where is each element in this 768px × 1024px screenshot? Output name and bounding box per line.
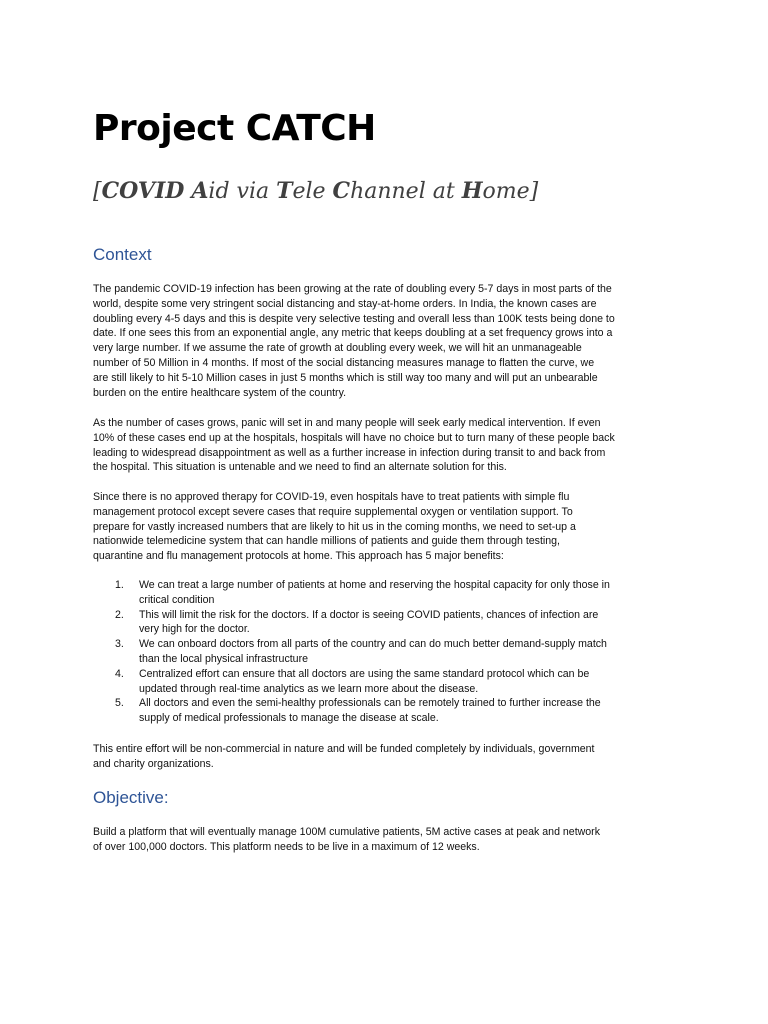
- subtitle-close-bracket: ]: [529, 179, 539, 204]
- text-line: prepare for vastly increased numbers that are likely to hit us in the coming months, we need to set-up a: [93, 520, 576, 533]
- list-item: [93, 667, 683, 697]
- subtitle-fragment: ome: [482, 179, 530, 204]
- text-line: This entire effort will be non-commercial in nature and will be funded completely by individuals, government: [93, 743, 595, 755]
- subtitle-fragment: ele: [292, 179, 333, 204]
- objective-paragraph: [93, 825, 678, 855]
- text-line: world, despite some very stringent social distancing and stay-at-home orders. In India, the known cases are: [93, 297, 597, 310]
- list-item: [93, 696, 683, 726]
- benefits-list: [93, 578, 683, 726]
- text-line: number of 50 Million in 4 months. If most of the social distancing measures manage to flatten the curve, we: [93, 356, 595, 369]
- list-item-line: We can onboard doctors from all parts of the country and can do much better demand-supply match: [139, 638, 607, 651]
- list-item-line: critical condition: [139, 593, 215, 606]
- text-line: leading to widespread disappointment as well as a further increase in infection during transit to and back from: [93, 446, 606, 459]
- text-line: are still likely to hit 5-10 Million cases in just 5 months which is still way too many and will put an unbearable: [93, 371, 598, 384]
- list-item: [93, 608, 683, 638]
- text-line: 10% of these cases end up at the hospitals, hospitals will have no choice but to turn many of these people back: [93, 431, 615, 444]
- document-title: Project CATCH: [93, 108, 376, 149]
- subtitle-open-bracket: [: [93, 179, 102, 204]
- text-line: As the number of cases grows, panic will set in and many people will seek early medical intervention. If even: [93, 417, 601, 429]
- text-line: very large number. If we assume the rate of growth at doubling every week, we will hit an unmanageable: [93, 342, 582, 355]
- list-item: [93, 578, 683, 608]
- list-item-line: This will limit the risk for the doctors. If a doctor is seeing COVID patients, chances of infection are: [139, 608, 599, 621]
- subtitle-initial: H: [461, 178, 483, 204]
- context-paragraph-2: [93, 416, 678, 475]
- text-line: The pandemic COVID-19 infection has been growing at the rate of doubling every 5-7 days in most parts of the: [93, 283, 612, 295]
- subtitle-initial: COVID: [101, 178, 185, 204]
- list-item: [93, 637, 683, 667]
- context-heading: Context: [93, 245, 152, 264]
- list-item-line: updated through real-time analytics as we learn more about the disease.: [139, 682, 479, 695]
- text-line: Since there is no approved therapy for COVID-19, even hospitals have to treat patients with simple flu: [93, 491, 570, 503]
- text-line: doubling every 4-5 days and this is despite very selective testing and overall less than 100K tests being done to: [93, 312, 615, 325]
- list-item-line: very high for the doctor.: [139, 623, 250, 636]
- subtitle-text: [102, 179, 530, 204]
- list-item-line: Centralized effort can ensure that all doctors are using the same standard protocol which can be: [139, 667, 590, 680]
- list-item-number: 3.: [115, 638, 124, 651]
- text-line: nationwide telemedicine system that can handle millions of patients and guide them through testing,: [93, 535, 560, 548]
- list-item-line: supply of medical professionals to manage the disease at scale.: [139, 712, 439, 725]
- list-item-line: We can treat a large number of patients at home and reserving the hospital capacity for only those in: [139, 579, 610, 591]
- context-paragraph-3: [93, 490, 678, 564]
- context-paragraph-1: [93, 282, 678, 400]
- list-item-line: All doctors and even the semi-healthy professionals can be remotely trained to further increase the: [139, 697, 601, 710]
- context-paragraph-4: [93, 742, 678, 772]
- list-item-number: 2.: [115, 608, 124, 621]
- text-line: management protocol except severe cases that require supplemental oxygen or ventilation support. To: [93, 505, 573, 518]
- document-subtitle: [93, 178, 538, 204]
- subtitle-initial: T: [276, 178, 293, 204]
- text-line: the hospital. This situation is untenable and we need to find an alternate solution for this.: [93, 461, 507, 474]
- text-line: quarantine and flu management protocols at home. This approach has 5 major benefits:: [93, 550, 504, 563]
- text-line: and charity organizations.: [93, 757, 214, 770]
- text-line: of over 100,000 doctors. This platform needs to be live in a maximum of 12 weeks.: [93, 840, 480, 853]
- list-item-number: 5.: [115, 697, 124, 710]
- text-line: burden on the entire healthcare system of the country.: [93, 386, 347, 399]
- subtitle-initial: A: [191, 178, 209, 204]
- text-line: date. If one sees this from an exponential angle, any metric that keeps doubling at a set frequency grows into a: [93, 327, 613, 340]
- subtitle-fragment: id via: [208, 179, 277, 204]
- list-item-number: 4.: [115, 667, 124, 680]
- subtitle-fragment: hannel at: [350, 179, 462, 204]
- objective-heading: Objective:: [93, 788, 169, 807]
- list-item-number: 1.: [115, 579, 124, 591]
- list-item-line: than the local physical infrastructure: [139, 652, 308, 665]
- text-line: Build a platform that will eventually manage 100M cumulative patients, 5M active cases at peak and network: [93, 826, 600, 838]
- subtitle-initial: C: [332, 178, 351, 204]
